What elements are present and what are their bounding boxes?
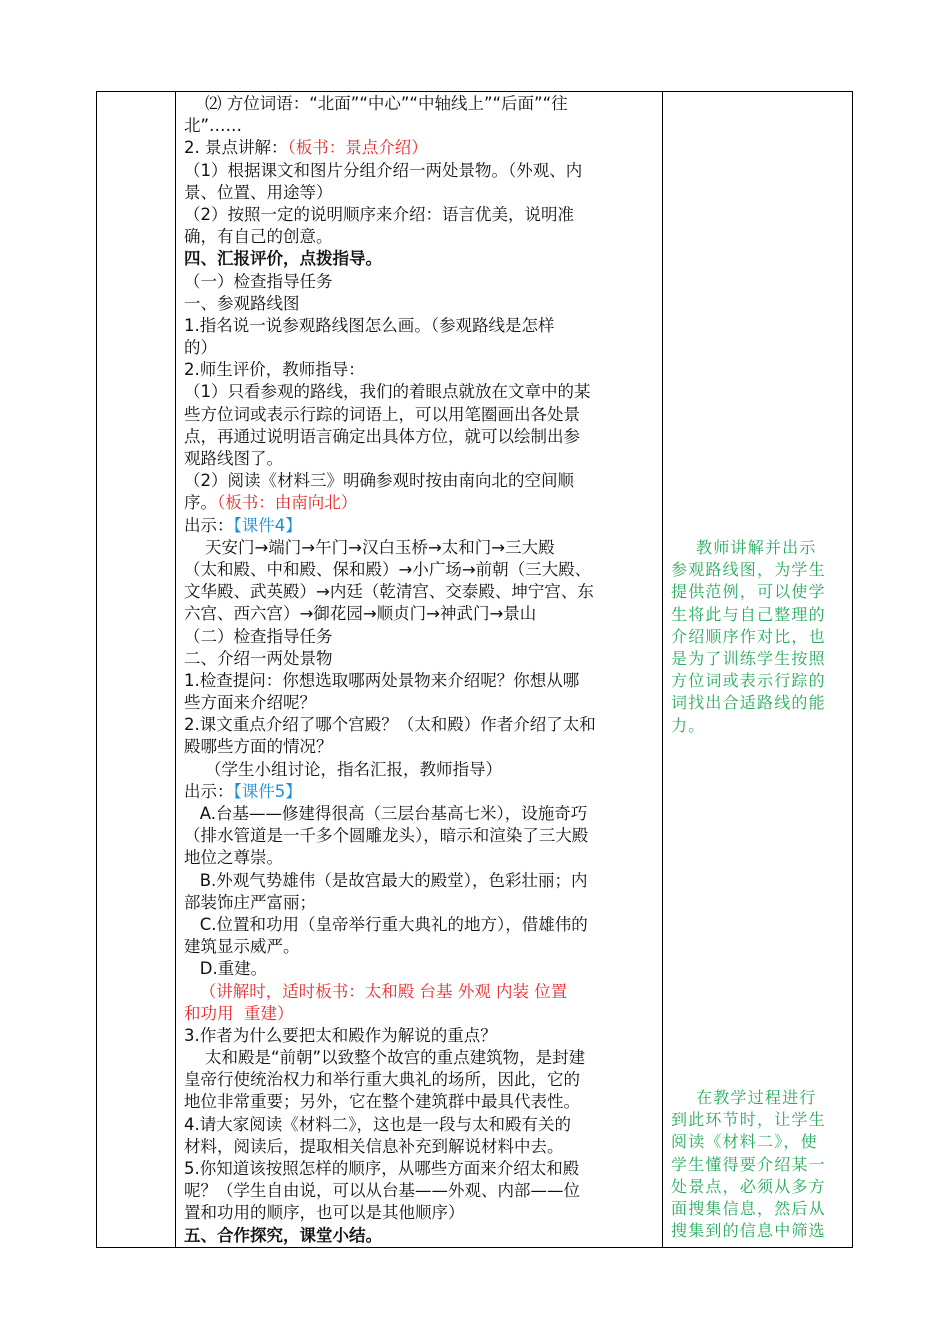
text-segment: 太和殿是“前朝”以致整个故宫的重点建筑物，是封建 xyxy=(184,1048,586,1068)
text-segment: 北”…… xyxy=(184,116,243,136)
text-line xyxy=(184,670,660,692)
text-line xyxy=(184,337,660,359)
text-segment: （学生小组讨论，指名汇报，教师指导） xyxy=(184,759,502,779)
text-segment: ⑵ 方位词语：“北面”“中心”“中轴线上”“后面”“往 xyxy=(184,94,568,113)
text-line xyxy=(184,1114,660,1136)
text-segment: 二、介绍一两处景物 xyxy=(184,648,333,668)
text-line xyxy=(184,936,660,958)
text-line xyxy=(184,759,660,781)
text-line xyxy=(184,1158,660,1180)
text-segment: （2）按照一定的说明顺序来介绍：语言优美，说明准 xyxy=(184,204,574,224)
text-line xyxy=(184,293,660,315)
text-line xyxy=(184,182,660,204)
note-line: 力。 xyxy=(671,715,706,735)
text-line xyxy=(184,714,660,736)
note-line: 教师讲解并出示 xyxy=(671,538,817,557)
text-line xyxy=(184,981,660,1003)
note-line: 词找出合适路线的能 xyxy=(671,693,826,713)
text-segment: 5.你知道该按照怎样的顺序，从哪些方面来介绍太和殿 xyxy=(184,1159,580,1178)
text-line xyxy=(184,1202,660,1224)
board-note: （板书：由南向北） xyxy=(217,493,358,513)
text-segment: （二）检查指导任务 xyxy=(184,626,333,646)
text-segment: 1.检查提问：你想选取哪两处景物来介绍呢？你想从哪 xyxy=(184,670,580,690)
text-segment: 地位之尊崇。 xyxy=(184,848,283,868)
text-line xyxy=(184,515,660,537)
design-intent-note-2 xyxy=(671,1087,843,1242)
board-note: （讲解时，适时板书：太和殿 台基 外观 内装 位置 xyxy=(184,981,568,1001)
text-segment: 殿哪些方面的情况？ xyxy=(184,737,333,757)
text-segment: D.重建。 xyxy=(184,959,268,979)
text-segment: 2.师生评价，教师指导： xyxy=(184,360,365,380)
text-segment: 序。 xyxy=(184,493,217,513)
note-line: 学生懂得要介绍某一 xyxy=(671,1154,826,1174)
text-line xyxy=(184,271,660,293)
text-segment: 3.作者为什么要把太和殿作为解说的重点？ xyxy=(184,1025,497,1045)
text-line xyxy=(184,1225,660,1247)
note-line: 参观路线图，为学生 xyxy=(671,560,826,580)
text-segment: 部装饰庄严富丽； xyxy=(184,892,316,912)
note-line: 面搜集信息，然后从 xyxy=(671,1198,826,1218)
note-line: 到此环节时，让学生 xyxy=(671,1110,826,1130)
text-line xyxy=(184,404,660,426)
text-segment: 出示： xyxy=(184,515,234,535)
text-segment: 确，有自己的创意。 xyxy=(184,227,333,247)
text-segment: 建筑显示威严。 xyxy=(184,937,300,957)
text-segment: 的） xyxy=(184,338,217,358)
text-segment: （一）检查指导任务 xyxy=(184,271,333,291)
text-line xyxy=(184,870,660,892)
note-line: 处景点，必须从多方 xyxy=(671,1176,826,1196)
column-divider xyxy=(662,92,663,1247)
text-segment: 文华殿、武英殿）→内廷（乾清宫、交泰殿、坤宁宫、东 xyxy=(184,582,594,602)
text-segment: 些方位词或表示行踪的词语上，可以用笔圈画出各处景 xyxy=(184,404,580,424)
text-line xyxy=(184,1180,660,1202)
text-segment: B.外观气势雄伟（是故宫最大的殿堂），色彩壮丽；内 xyxy=(184,870,588,890)
text-segment: 天安门→端门→午门→汉白玉桥→太和门→三大殿 xyxy=(184,537,555,557)
text-line xyxy=(184,248,660,270)
text-segment: （排水管道是一千多个圆雕龙头），暗示和渲染了三大殿 xyxy=(184,826,589,846)
courseware-label: 【课件5】 xyxy=(233,781,302,801)
text-segment: 材料，阅读后，提取相关信息补充到解说材料中去。 xyxy=(184,1136,564,1156)
text-line xyxy=(184,648,660,670)
note-line: 方位词或表示行踪的 xyxy=(671,671,826,691)
text-line xyxy=(184,226,660,248)
text-line xyxy=(184,204,660,226)
text-segment: 置和功用的顺序，也可以是其他顺序） xyxy=(184,1203,465,1223)
text-line xyxy=(184,603,660,625)
text-segment: （1）根据课文和图片分组介绍一两处景物。（外观、内 xyxy=(184,160,583,180)
text-line xyxy=(184,492,660,514)
note-line: 生将此与自己整理的 xyxy=(671,604,826,624)
text-segment: （2）阅读《材料三》明确参观时按由南向北的空间顺 xyxy=(184,471,574,491)
text-line xyxy=(184,537,660,559)
text-segment: 点，再通过说明语言确定出具体方位，就可以绘制出参 xyxy=(184,426,580,446)
column-divider xyxy=(175,92,176,1247)
text-segment: 2. 景点讲解： xyxy=(184,138,288,158)
section-heading: 四、汇报评价，点拨指导。 xyxy=(184,249,382,269)
text-line xyxy=(184,115,660,137)
text-line xyxy=(184,692,660,714)
text-line xyxy=(184,1091,660,1113)
text-line xyxy=(184,470,660,492)
text-segment: 观路线图了。 xyxy=(184,449,283,468)
text-segment: 一、参观路线图 xyxy=(184,293,300,313)
text-segment: 六宫、西六宫）→御花园→顺贞门→神武门→景山 xyxy=(184,604,537,624)
text-line xyxy=(184,626,660,648)
teaching-process-column xyxy=(184,93,660,1247)
text-segment: 呢？（学生自由说，可以从台基——外观、内部——位 xyxy=(184,1181,580,1201)
text-line xyxy=(184,559,660,581)
text-segment: C.位置和功用（皇帝举行重大典礼的地方），借雄伟的 xyxy=(184,914,588,934)
text-segment: （太和殿、中和殿、保和殿）→小广场→前朝（三大殿、 xyxy=(184,559,592,579)
board-note: 和功用 重建） xyxy=(184,1003,294,1023)
text-segment: 景、位置、用途等） xyxy=(184,182,333,202)
text-line xyxy=(184,1003,660,1025)
text-segment: 些方面来介绍呢？ xyxy=(184,693,316,713)
design-intent-note-1 xyxy=(671,537,843,737)
text-line xyxy=(184,736,660,758)
note-line: 搜集到的信息中筛选 xyxy=(671,1221,826,1241)
text-line xyxy=(184,426,660,448)
note-line: 在教学过程进行 xyxy=(671,1088,817,1107)
text-line xyxy=(184,315,660,337)
note-line: 阅读《材料二》，使 xyxy=(671,1132,818,1152)
text-line xyxy=(184,581,660,603)
text-line xyxy=(184,93,660,115)
text-segment: 出示： xyxy=(184,781,234,801)
text-segment: 地位非常重要；另外，它在整个建筑群中最具代表性。 xyxy=(184,1092,580,1112)
text-line xyxy=(184,1069,660,1091)
text-line xyxy=(184,803,660,825)
text-segment: （1）只看参观的路线，我们的着眼点就放在文章中的某 xyxy=(184,382,591,402)
text-line xyxy=(184,1047,660,1069)
courseware-label: 【课件4】 xyxy=(233,515,302,535)
text-line xyxy=(184,448,660,470)
text-line xyxy=(184,847,660,869)
text-segment: 2.课文重点介绍了哪个宫殿？（太和殿）作者介绍了太和 xyxy=(184,715,596,735)
board-note: （板书：景点介绍） xyxy=(287,138,428,158)
text-line xyxy=(184,160,660,182)
note-line: 提供范例，可以使学 xyxy=(671,582,826,602)
section-heading: 五、合作探究，课堂小结。 xyxy=(184,1225,382,1245)
text-segment: 皇帝行使统治权力和举行重大典礼的场所，因此，它的 xyxy=(184,1070,580,1090)
text-line xyxy=(184,1136,660,1158)
text-segment: A.台基——修建得很高（三层台基高七米），设施奇巧 xyxy=(184,804,588,823)
text-line xyxy=(184,137,660,159)
text-line xyxy=(184,958,660,980)
text-line xyxy=(184,1025,660,1047)
text-line xyxy=(184,781,660,803)
note-line: 是为了训练学生按照 xyxy=(671,648,826,668)
text-line xyxy=(184,914,660,936)
text-line xyxy=(184,381,660,403)
note-line: 介绍顺序作对比，也 xyxy=(671,626,826,646)
text-segment: 1.指名说一说参观路线图怎么画。（参观路线是怎样 xyxy=(184,315,555,335)
text-line xyxy=(184,892,660,914)
text-line xyxy=(184,359,660,381)
text-segment: 4.请大家阅读《材料二》，这也是一段与太和殿有关的 xyxy=(184,1114,571,1134)
text-line xyxy=(184,825,660,847)
